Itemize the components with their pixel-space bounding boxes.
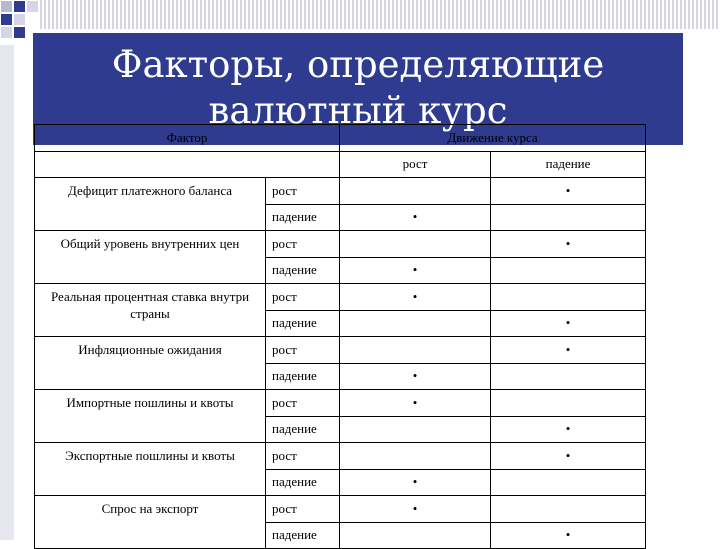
down-mark-cell (491, 390, 646, 417)
up-mark-cell: • (340, 363, 491, 390)
down-header: падение (491, 151, 646, 178)
decorative-top-stripes (40, 0, 720, 29)
deco-square (1, 1, 12, 12)
table-body (35, 178, 646, 549)
direction-cell: падение (266, 363, 340, 390)
direction-cell: падение (266, 257, 340, 284)
up-mark-cell: • (340, 284, 491, 311)
factor-cell: Инфляционные ожидания (35, 337, 266, 390)
deco-square (1, 27, 12, 38)
up-mark-cell: • (340, 496, 491, 523)
down-mark-cell: • (491, 178, 646, 205)
direction-cell: падение (266, 469, 340, 496)
up-header: рост (340, 151, 491, 178)
down-mark-cell: • (491, 310, 646, 337)
factor-cell: Экспортные пошлины и квоты (35, 443, 266, 496)
table-row (35, 496, 646, 523)
up-mark-cell: • (340, 204, 491, 231)
direction-cell: рост (266, 231, 340, 258)
down-mark-cell (491, 363, 646, 390)
direction-cell: рост (266, 284, 340, 311)
up-mark-cell: • (340, 390, 491, 417)
deco-square (14, 1, 25, 12)
up-mark-cell: • (340, 469, 491, 496)
table-row (35, 284, 646, 311)
factors-table (34, 124, 646, 549)
movement-header: Движение курса (340, 125, 646, 152)
direction-cell: падение (266, 310, 340, 337)
direction-cell: падение (266, 522, 340, 549)
table-row (35, 390, 646, 417)
table-row (35, 443, 646, 470)
direction-cell: падение (266, 204, 340, 231)
up-mark-cell (340, 416, 491, 443)
up-mark-cell (340, 178, 491, 205)
direction-cell: рост (266, 337, 340, 364)
up-mark-cell: • (340, 257, 491, 284)
table-row (35, 231, 646, 258)
up-mark-cell (340, 310, 491, 337)
down-mark-cell: • (491, 337, 646, 364)
decorative-side-bar (0, 45, 14, 540)
down-mark-cell: • (491, 231, 646, 258)
factor-header: Фактор (35, 125, 340, 152)
factor-cell: Дефицит платежного баланса (35, 178, 266, 231)
direction-cell: рост (266, 178, 340, 205)
factor-cell: Реальная процентная ставка внутри страны (35, 284, 266, 337)
down-mark-cell (491, 469, 646, 496)
down-mark-cell (491, 257, 646, 284)
down-mark-cell: • (491, 443, 646, 470)
factors-table-wrap (34, 124, 645, 549)
deco-square (1, 14, 12, 25)
table-row (35, 178, 646, 205)
factor-cell: Импортные пошлины и квоты (35, 390, 266, 443)
up-mark-cell (340, 443, 491, 470)
down-mark-cell: • (491, 416, 646, 443)
deco-square (14, 14, 25, 25)
down-mark-cell (491, 496, 646, 523)
factor-cell: Спрос на экспорт (35, 496, 266, 549)
slide-title: Факторы, определяющие валютный курс (111, 43, 605, 132)
factor-cell: Общий уровень внутренних цен (35, 231, 266, 284)
direction-cell: рост (266, 390, 340, 417)
up-mark-cell (340, 337, 491, 364)
up-mark-cell (340, 231, 491, 258)
down-mark-cell (491, 284, 646, 311)
header-empty-cell (35, 151, 340, 178)
down-mark-cell: • (491, 522, 646, 549)
direction-cell: падение (266, 416, 340, 443)
up-mark-cell (340, 522, 491, 549)
down-mark-cell (491, 204, 646, 231)
table-row (35, 337, 646, 364)
direction-cell: рост (266, 443, 340, 470)
deco-square (14, 27, 25, 38)
direction-cell: рост (266, 496, 340, 523)
deco-square (27, 1, 38, 12)
